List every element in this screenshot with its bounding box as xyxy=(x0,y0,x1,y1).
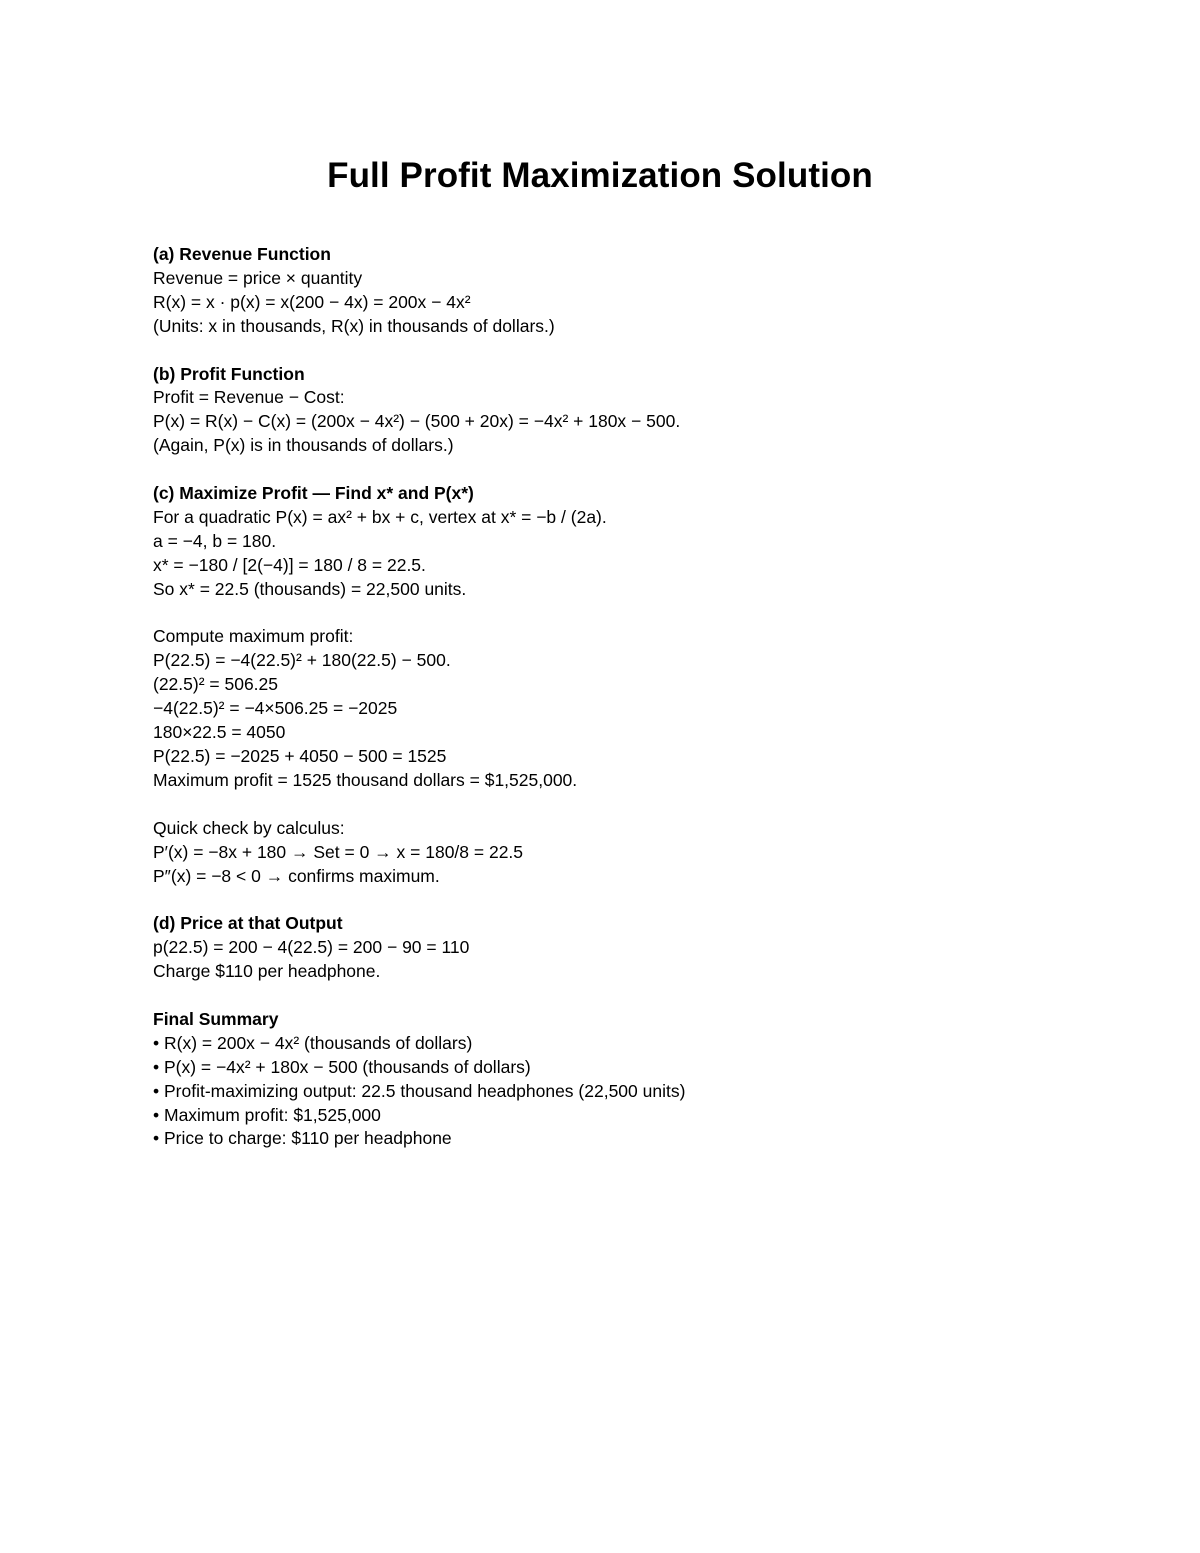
text-line: P(x) = R(x) − C(x) = (200x − 4x²) − (500 + 20x) = −4x² + 180x − 500. xyxy=(153,411,681,432)
text-line: P′(x) = −8x + 180 → Set = 0 → x = 180/8 = 22.5 xyxy=(153,841,524,862)
text-line: Revenue = price × quantity xyxy=(153,267,363,288)
text-line: p(22.5) = 200 − 4(22.5) = 200 − 90 = 110 xyxy=(153,937,470,958)
text-line: So x* = 22.5 (thousands) = 22,500 units. xyxy=(153,578,467,599)
section-heading: (c) Maximize Profit — Find x* and P(x*) xyxy=(153,483,474,504)
document-body xyxy=(153,243,1113,1175)
list-item: • Profit-maximizing output: 22.5 thousand headphones (22,500 units) xyxy=(153,1080,686,1101)
section-heading: (b) Profit Function xyxy=(153,363,305,384)
page-title: Full Profit Maximization Solution xyxy=(327,156,873,195)
section-calculus-check xyxy=(153,817,1113,889)
section-maximize-profit xyxy=(153,482,1113,602)
text-line: (Again, P(x) is in thousands of dollars.) xyxy=(153,435,454,456)
text-line: x* = −180 / [2(−4)] = 180 / 8 = 22.5. xyxy=(153,554,426,575)
section-compute-maximum-profit xyxy=(153,625,1113,792)
list-item: • Maximum profit: $1,525,000 xyxy=(153,1104,381,1125)
section-profit-function xyxy=(153,363,1113,459)
text-line: Profit = Revenue − Cost: xyxy=(153,387,345,408)
text-line: (22.5)² = 506.25 xyxy=(153,674,279,695)
text-line: a = −4, b = 180. xyxy=(153,530,277,551)
section-price-at-output xyxy=(153,912,1113,984)
text-line: Quick check by calculus: xyxy=(153,817,345,838)
text-line: Charge $110 per headphone. xyxy=(153,961,381,982)
summary-list xyxy=(153,1032,1113,1152)
text-line: 180×22.5 = 4050 xyxy=(153,722,286,743)
list-item: • Price to charge: $110 per headphone xyxy=(153,1128,452,1149)
text-line: Maximum profit = 1525 thousand dollars = $1,525,000. xyxy=(153,769,578,790)
section-heading: Final Summary xyxy=(153,1008,279,1029)
text-line: For a quadratic P(x) = ax² + bx + c, vertex at x* = −b / (2a). xyxy=(153,506,607,527)
section-final-summary xyxy=(153,1008,1113,1151)
list-item: • P(x) = −4x² + 180x − 500 (thousands of dollars) xyxy=(153,1056,531,1077)
text-line: P″(x) = −8 < 0 → confirms maximum. xyxy=(153,865,440,886)
section-heading: (a) Revenue Function xyxy=(153,244,331,264)
section-revenue-function xyxy=(153,243,1113,339)
text-line: (Units: x in thousands, R(x) in thousands of dollars.) xyxy=(153,315,555,336)
text-line: P(22.5) = −4(22.5)² + 180(22.5) − 500. xyxy=(153,650,451,671)
list-item: • R(x) = 200x − 4x² (thousands of dollars) xyxy=(153,1032,473,1053)
text-line: Compute maximum profit: xyxy=(153,626,354,647)
section-heading: (d) Price at that Output xyxy=(153,913,343,934)
text-line: R(x) = x · p(x) = x(200 − 4x) = 200x − 4x² xyxy=(153,291,471,312)
text-line: P(22.5) = −2025 + 4050 − 500 = 1525 xyxy=(153,745,447,766)
text-line: −4(22.5)² = −4×506.25 = −2025 xyxy=(153,698,398,719)
